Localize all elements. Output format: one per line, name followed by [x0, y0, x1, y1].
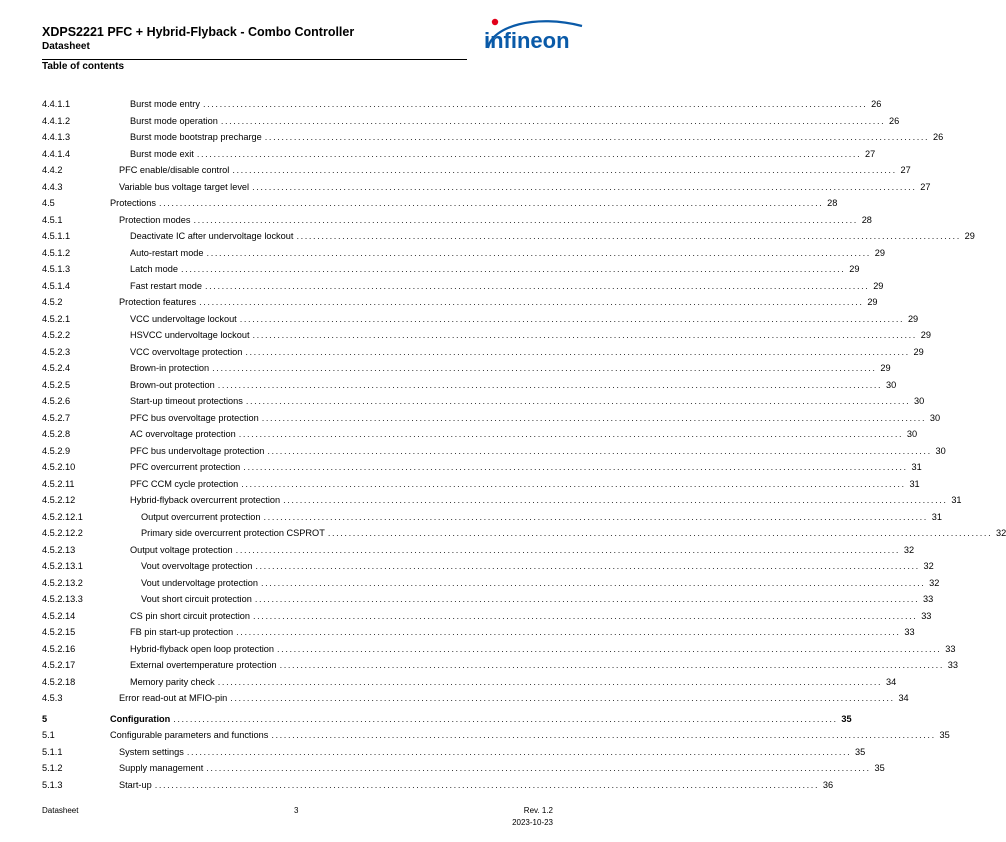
toc-entry-title: Hybrid-flyback open loop protection	[130, 643, 275, 654]
toc-entry-number: 4.5.2.15	[42, 627, 76, 637]
toc-entry[interactable]	[0, 113, 900, 130]
toc-entry-number: 4.5.2.13.1	[42, 561, 83, 571]
toc-entry-number: 4.5.2.13.2	[42, 577, 83, 588]
toc-dot-leader: ................................................................................................................................................................	[261, 412, 927, 423]
toc-entry[interactable]	[0, 245, 885, 262]
toc-entry-page: 35	[841, 713, 852, 724]
toc-dot-leader: ................................................................................................................................................................	[206, 763, 871, 773]
toc-dot-leader: ................................................................................................................................................................	[263, 511, 928, 522]
toc-dot-leader: ................................................................................................................................................................	[277, 643, 942, 654]
toc-dot-leader: ................................................................................................................................................................	[158, 198, 824, 208]
toc-entry-page: 29	[880, 363, 891, 373]
toc-entry-title: Burst mode exit	[130, 148, 194, 159]
toc-dot-leader: ................................................................................................................................................................	[193, 214, 858, 225]
toc-entry[interactable]	[0, 96, 882, 113]
toc-dot-leader: ................................................................................................................................................................	[327, 528, 993, 538]
toc-dot-leader: ................................................................................................................................................................	[253, 610, 918, 621]
toc-dot-leader: ................................................................................................................................................................	[271, 730, 936, 740]
toc-entry-number: 4.5.2.1	[42, 313, 71, 324]
toc-entry[interactable]	[0, 162, 911, 179]
toc-entry-number: 4.5.2.6	[42, 396, 71, 406]
toc-dot-leader: ................................................................................................................................................................	[186, 746, 852, 757]
toc-entry-title: FB pin start-up protection	[130, 627, 234, 637]
document-title: XDPS2221 PFC + Hybrid-Flyback - Combo Controller	[42, 25, 355, 39]
toc-entry-title: Start-up	[119, 779, 152, 790]
toc-entry-page: 36	[822, 779, 834, 790]
toc-dot-leader: ................................................................................................................................................................	[217, 676, 883, 687]
toc-entry-title: Vout short circuit protection	[141, 594, 252, 604]
toc-entry-title: Start-up timeout protections	[130, 396, 243, 406]
toc-entry[interactable]	[0, 410, 941, 427]
toc-entry-number: 4.5.2.7	[42, 412, 71, 423]
toc-entry-title: Memory parity check	[130, 676, 215, 687]
toc-entry-number: 4.5.3	[42, 693, 63, 703]
toc-entry-title: Output overcurrent protection	[141, 511, 261, 522]
toc-entry-page: 26	[932, 132, 944, 142]
toc-entry[interactable]	[0, 179, 931, 196]
toc-entry-page: 35	[855, 746, 866, 757]
toc-entry-number: 4.5.2.12	[42, 495, 76, 505]
toc-entry[interactable]	[0, 327, 931, 344]
toc-entry-page: 33	[923, 594, 934, 604]
toc-entry-title: Brown-in protection	[130, 363, 210, 373]
toc-entry-page: 29	[874, 247, 885, 258]
toc-entry-number: 4.5.1.1	[42, 231, 71, 241]
toc-entry-number: 4.5.2	[42, 297, 63, 307]
toc-entry[interactable]	[0, 690, 909, 707]
toc-entry[interactable]	[0, 360, 891, 377]
toc-entry[interactable]	[0, 711, 852, 728]
toc-entry-page: 29	[873, 280, 884, 291]
toc-entry[interactable]	[0, 443, 946, 460]
toc-entry-page: 30	[935, 445, 946, 456]
toc-entry-number: 4.5.1.3	[42, 264, 71, 274]
toc-entry[interactable]	[0, 525, 1006, 542]
toc-entry[interactable]	[0, 542, 915, 559]
toc-entry-page: 32	[929, 577, 940, 588]
toc-entry[interactable]	[0, 278, 884, 295]
toc-entry[interactable]	[0, 624, 915, 641]
toc-dot-leader: ................................................................................................................................................................	[217, 379, 883, 390]
toc-dot-leader: ................................................................................................................................................................	[260, 577, 926, 588]
toc-entry-number: 4.4.1.2	[42, 115, 71, 126]
toc-entry[interactable]	[0, 377, 897, 394]
toc-dot-leader: ................................................................................................................................................................	[238, 429, 904, 439]
toc-entry-title: PFC enable/disable control	[119, 165, 230, 175]
toc-entry-title: Configurable parameters and functions	[110, 730, 269, 740]
toc-dot-leader: ................................................................................................................................................................	[232, 165, 897, 175]
toc-dot-leader: ................................................................................................................................................................	[202, 99, 868, 109]
toc-entry-number: 4.5.2.12.1	[42, 511, 83, 522]
toc-entry-page: 32	[923, 561, 934, 571]
toc-entry-number: 4.5.2.14	[42, 610, 76, 621]
toc-dot-leader: ................................................................................................................................................................	[236, 627, 901, 637]
toc-entry-title: Burst mode entry	[130, 99, 200, 109]
toc-dot-leader: ................................................................................................................................................................	[154, 779, 820, 790]
toc-entry-number: 4.5.2.11	[42, 478, 75, 489]
toc-entry-title: System settings	[119, 746, 184, 757]
toc-entry[interactable]	[0, 294, 878, 311]
toc-entry[interactable]	[0, 261, 860, 278]
toc-entry-page: 26	[889, 115, 900, 126]
toc-entry-page: 27	[865, 148, 876, 159]
toc-entry-title: PFC bus undervoltage protection	[130, 445, 265, 456]
logo-wordmark: infineon	[484, 28, 570, 53]
toc-entry-number: 4.5.2.2	[42, 330, 71, 340]
toc-entry-title: Hybrid-flyback overcurrent protection	[130, 495, 281, 505]
toc-entry-page: 34	[885, 676, 897, 687]
toc-entry-number: 4.5.2.18	[42, 676, 76, 687]
toc-entry-page: 33	[947, 660, 958, 670]
toc-entry-number: 5.1.3	[42, 779, 63, 790]
toc-dot-leader: ................................................................................................................................................................	[206, 247, 871, 258]
toc-dot-leader: ................................................................................................................................................................	[245, 396, 911, 406]
toc-entry-number: 4.5.2.5	[42, 379, 71, 390]
toc-dot-leader: ................................................................................................................................................................	[212, 363, 877, 373]
toc-entry-number: 4.5.2.16	[42, 643, 76, 654]
toc-entry-title: Deactivate IC after undervoltage lockout	[130, 231, 294, 241]
toc-entry-number: 4.5.1.4	[42, 280, 71, 291]
toc-entry[interactable]	[0, 476, 920, 493]
toc-entry-page: 34	[898, 693, 909, 703]
toc-entry-title: Vout overvoltage protection	[141, 561, 253, 571]
toc-entry[interactable]	[0, 459, 922, 476]
toc-entry[interactable]	[0, 777, 834, 794]
toc-entry-number: 4.5.2.17	[42, 660, 76, 670]
toc-entry-number: 4.5.1.2	[42, 247, 71, 258]
table-of-contents	[0, 96, 1006, 793]
toc-entry-number: 4.4.3	[42, 181, 63, 192]
toc-entry-page: 35	[874, 763, 885, 773]
toc-dot-leader: ................................................................................................................................................................	[205, 280, 870, 291]
section-heading: Table of contents	[42, 61, 125, 72]
toc-entry-number: 4.5.2.10	[42, 462, 76, 472]
toc-entry[interactable]	[0, 760, 885, 777]
toc-entry-number: 4.4.1.4	[42, 148, 71, 159]
toc-entry-title: AC overvoltage protection	[130, 429, 236, 439]
toc-entry-page: 32	[996, 528, 1006, 538]
toc-entry-page: 29	[913, 346, 924, 357]
toc-entry[interactable]	[0, 575, 940, 592]
infineon-logo	[478, 12, 590, 62]
toc-entry-page: 35	[939, 730, 950, 740]
toc-entry-title: External overtemperature protection	[130, 660, 277, 670]
toc-entry-page: 29	[849, 264, 860, 274]
toc-entry-page: 33	[945, 643, 956, 654]
toc-entry-number: 4.5	[42, 198, 55, 208]
toc-entry-page: 29	[907, 313, 919, 324]
toc-entry-title: Output voltage protection	[130, 544, 233, 555]
toc-dot-leader: ................................................................................................................................................................	[196, 148, 862, 159]
toc-entry-number: 4.5.2.13.3	[42, 594, 83, 604]
toc-entry-page: 30	[906, 429, 918, 439]
toc-entry-page: 26	[871, 99, 882, 109]
toc-entry-title: Brown-out protection	[130, 379, 215, 390]
toc-entry[interactable]	[0, 591, 934, 608]
toc-entry-page: 30	[885, 379, 897, 390]
toc-entry-title: Vout undervoltage protection	[141, 577, 258, 588]
header-divider	[42, 59, 467, 60]
toc-entry-page: 27	[920, 181, 931, 192]
footer-document-type: Datasheet	[42, 806, 79, 815]
toc-entry[interactable]	[0, 744, 866, 761]
toc-entry-title: PFC CCM cycle protection	[130, 478, 239, 489]
toc-entry-title: Supply management	[119, 763, 204, 773]
logo-dot	[492, 19, 498, 25]
toc-dot-leader: ................................................................................................................................................................	[241, 478, 906, 489]
toc-dot-leader: ................................................................................................................................................................	[252, 181, 917, 192]
toc-entry-page: 30	[929, 412, 941, 423]
toc-entry-page: 29	[964, 231, 975, 241]
toc-entry-title: PFC bus overvoltage protection	[130, 412, 259, 423]
toc-entry-number: 4.4.2	[42, 165, 63, 175]
toc-dot-leader: ................................................................................................................................................................	[220, 115, 886, 126]
toc-entry-title: VCC undervoltage lockout	[130, 313, 237, 324]
toc-dot-leader: ................................................................................................................................................................	[283, 495, 948, 505]
toc-dot-leader: ................................................................................................................................................................	[296, 231, 961, 241]
toc-entry[interactable]	[0, 558, 934, 575]
toc-entry[interactable]	[0, 492, 962, 509]
toc-entry-number: 5.1.2	[42, 763, 63, 773]
toc-entry-title: Protections	[110, 198, 156, 208]
toc-entry-page: 32	[903, 544, 915, 555]
toc-entry-title: Burst mode operation	[130, 115, 218, 126]
toc-dot-leader: ................................................................................................................................................................	[255, 561, 920, 571]
toc-entry-page: 28	[827, 198, 838, 208]
toc-entry[interactable]	[0, 674, 897, 691]
toc-entry-title: CS pin short circuit protection	[130, 610, 250, 621]
toc-entry-number: 5	[42, 713, 48, 724]
toc-dot-leader: ................................................................................................................................................................	[254, 594, 920, 604]
footer-revision: Rev. 1.2	[523, 806, 553, 815]
toc-dot-leader: ................................................................................................................................................................	[181, 264, 846, 274]
toc-dot-leader: ................................................................................................................................................................	[264, 132, 930, 142]
toc-entry[interactable]	[0, 657, 958, 674]
toc-entry-page: 31	[909, 478, 920, 489]
toc-entry-page: 31	[911, 462, 922, 472]
toc-dot-leader: ................................................................................................................................................................	[267, 445, 932, 456]
toc-dot-leader: ................................................................................................................................................................	[230, 693, 895, 703]
toc-entry-page: 30	[914, 396, 925, 406]
toc-entry-number: 4.5.2.12.2	[42, 528, 83, 538]
toc-dot-leader: ................................................................................................................................................................	[245, 346, 910, 357]
footer-date: 2023-10-23	[512, 818, 553, 827]
toc-entry-title: Variable bus voltage target level	[119, 181, 250, 192]
toc-entry[interactable]	[0, 393, 925, 410]
toc-entry-title: Configuration	[110, 713, 171, 724]
toc-entry[interactable]	[0, 509, 942, 526]
toc-entry[interactable]	[0, 146, 876, 163]
toc-entry-title: HSVCC undervoltage lockout	[130, 330, 250, 340]
toc-dot-leader: ................................................................................................................................................................	[252, 330, 917, 340]
toc-entry[interactable]	[0, 608, 932, 625]
toc-entry-page: 29	[920, 330, 931, 340]
toc-entry-number: 4.5.2.9	[42, 445, 71, 456]
toc-entry[interactable]	[0, 228, 975, 245]
toc-entry-title: Auto-restart mode	[130, 247, 204, 258]
toc-entry[interactable]	[0, 129, 944, 146]
document-type: Datasheet	[42, 41, 90, 52]
toc-entry-title: Protection modes	[119, 214, 191, 225]
toc-entry-number: 4.4.1.1	[42, 99, 71, 109]
toc-dot-leader: ................................................................................................................................................................	[243, 462, 908, 472]
toc-entry-number: 4.4.1.3	[42, 132, 71, 142]
toc-entry-number: 4.5.2.4	[42, 363, 71, 373]
toc-dot-leader: ................................................................................................................................................................	[279, 660, 944, 670]
toc-entry-number: 4.5.2.13	[42, 544, 76, 555]
toc-entry-title: PFC overcurrent protection	[130, 462, 241, 472]
toc-entry-number: 4.5.2.3	[42, 346, 71, 357]
toc-entry-page: 28	[861, 214, 872, 225]
toc-entry-page: 33	[921, 610, 932, 621]
footer-page-number: 3	[294, 806, 299, 815]
toc-entry[interactable]	[0, 212, 872, 229]
toc-entry-number: 5.1	[42, 730, 55, 740]
toc-entry-page: 31	[931, 511, 942, 522]
toc-entry-title: VCC overvoltage protection	[130, 346, 243, 357]
toc-entry-page: 33	[904, 627, 915, 637]
toc-entry[interactable]	[0, 311, 919, 328]
toc-entry-title: Error read-out at MFIO-pin	[119, 693, 228, 703]
toc-entry-number: 5.1.1	[42, 746, 63, 757]
toc-dot-leader: ................................................................................................................................................................	[173, 713, 838, 724]
toc-entry[interactable]	[0, 344, 924, 361]
toc-entry[interactable]	[0, 641, 956, 658]
toc-dot-leader: ................................................................................................................................................................	[235, 544, 901, 555]
toc-dot-leader: ................................................................................................................................................................	[239, 313, 905, 324]
toc-entry[interactable]	[0, 426, 918, 443]
toc-entry-page: 29	[867, 297, 878, 307]
toc-entry[interactable]	[0, 727, 950, 744]
toc-entry-title: Fast restart mode	[130, 280, 202, 291]
toc-entry-page: 27	[900, 165, 911, 175]
toc-entry-number: 4.5.1	[42, 214, 63, 225]
toc-entry-title: Latch mode	[130, 264, 179, 274]
toc-entry-number: 4.5.2.8	[42, 429, 71, 439]
toc-entry-title: Protection features	[119, 297, 197, 307]
toc-entry-title: Burst mode bootstrap precharge	[130, 132, 262, 142]
toc-dot-leader: ................................................................................................................................................................	[199, 297, 864, 307]
toc-entry-page: 31	[951, 495, 962, 505]
toc-entry-title: Primary side overcurrent protection CSPROT	[141, 528, 325, 538]
toc-entry[interactable]	[0, 195, 838, 212]
